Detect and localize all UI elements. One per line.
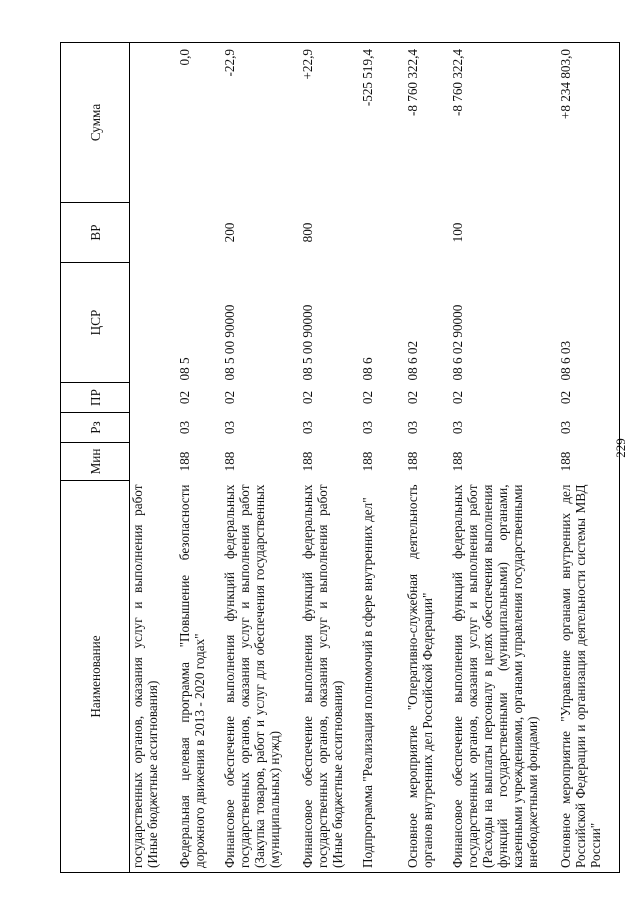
header-csr: ЦСР [61, 263, 130, 383]
row-rz: 03 [176, 420, 192, 435]
row-pr: 02 [359, 390, 375, 405]
row-csr [130, 263, 177, 383]
row-pr: 02 [404, 390, 420, 405]
row-pr: 02 [299, 390, 315, 405]
row-pr: 02 [558, 383, 620, 413]
row-vr [405, 203, 450, 263]
row-sum: -22,9 [222, 43, 300, 203]
table-header-row [61, 43, 130, 873]
budget-table-rotated [60, 43, 602, 873]
table-row [222, 43, 300, 873]
row-pr: 02 [221, 390, 237, 405]
row-name: Основное мероприятие "Оперативно-служебная деятельность органов внутренних дел Российской Федерации" [405, 481, 450, 873]
row-vr: 200 [221, 222, 237, 243]
row-min: 188 [176, 451, 192, 472]
row-min: 188 [359, 451, 375, 472]
row-pr: 02 [176, 390, 192, 405]
row-rz: 03 [359, 420, 375, 435]
row-rz: 03 [299, 420, 315, 435]
row-name: Основное мероприятие "Управление органами внутренних дел Российской Федерации и организация деятельности системы МВД России" [558, 481, 620, 873]
row-name: Федеральная целевая программа "Повышение безопасности дорожного движения в 2013 - 2020 годах" [177, 481, 222, 873]
table-row [558, 43, 620, 873]
row-min: 188 [299, 451, 315, 472]
row-rz: 03 [558, 413, 620, 443]
row-name: Подпрограмма "Реализация полномочий в сфере внутренних дел" [360, 481, 405, 873]
row-vr [130, 203, 177, 263]
row-csr: 08 5 [176, 357, 192, 381]
header-min: Мин [61, 443, 130, 481]
row-sum [130, 43, 177, 203]
header-name: Наименование [61, 481, 130, 873]
row-rz: 03 [449, 420, 465, 435]
row-name: государственных органов, оказания услуг и выполнения работ (Иные бюджетные ассигнования) [130, 481, 177, 873]
row-vr: 100 [449, 222, 465, 243]
row-min: 188 [221, 451, 237, 472]
page-number: 229 [612, 438, 628, 458]
table-row [450, 43, 558, 873]
row-vr [360, 203, 405, 263]
row-pr: 02 [449, 390, 465, 405]
row-name: Финансовое обеспечение выполнения функций федеральных государственных органов, оказания услуг и выполнения работ (Иные бюджетные ассигнования) [300, 481, 360, 873]
row-csr: 08 6 [359, 357, 375, 381]
row-csr: 08 6 02 [404, 340, 420, 381]
row-vr: 800 [299, 222, 315, 243]
row-sum: -525 519,4 [360, 43, 405, 203]
row-sum: 0,0 [177, 43, 222, 203]
row-sum: +22,9 [300, 43, 360, 203]
row-rz: 03 [221, 420, 237, 435]
row-name: Финансовое обеспечение выполнения функций федеральных государственных органов, оказания услуг и выполнения работ (Закупка товаров, работ и услуг для обеспечения государственных (муниципальных) нужд) [222, 481, 300, 873]
table-row [360, 43, 405, 873]
row-csr: 08 6 03 [558, 263, 620, 383]
header-pr: ПР [61, 383, 130, 413]
row-vr [177, 203, 222, 263]
row-min: 188 [449, 451, 465, 472]
row-csr: 08 5 00 90000 [221, 304, 237, 381]
row-pr [130, 383, 177, 413]
row-min [130, 443, 177, 481]
row-sum: -8 760 322,4 [405, 43, 450, 203]
header-vr: ВР [61, 203, 130, 263]
row-csr: 08 5 00 90000 [299, 304, 315, 381]
row-sum: +8 234 803,0 [558, 43, 620, 203]
table-row [177, 43, 222, 873]
table-row [300, 43, 360, 873]
row-rz [130, 413, 177, 443]
header-rz: Рз [61, 413, 130, 443]
row-min: 188 [558, 443, 620, 481]
row-vr [558, 203, 620, 263]
row-min: 188 [404, 451, 420, 472]
header-sum: Сумма [61, 43, 130, 203]
row-sum: -8 760 322,4 [450, 43, 558, 203]
row-name: Финансовое обеспечение выполнения функций федеральных государственных органов, оказания услуг и выполнения работ (Расходы на выплаты персоналу в целях обеспечения выполнения функций государственными (муниципальными) органами, казенными учреждениями, органами управления государственными внебюджетными фондами) [450, 481, 558, 873]
table-row [130, 43, 177, 873]
table-row [405, 43, 450, 873]
budget-table [60, 42, 620, 873]
row-csr: 08 6 02 90000 [449, 304, 465, 381]
row-rz: 03 [404, 420, 420, 435]
